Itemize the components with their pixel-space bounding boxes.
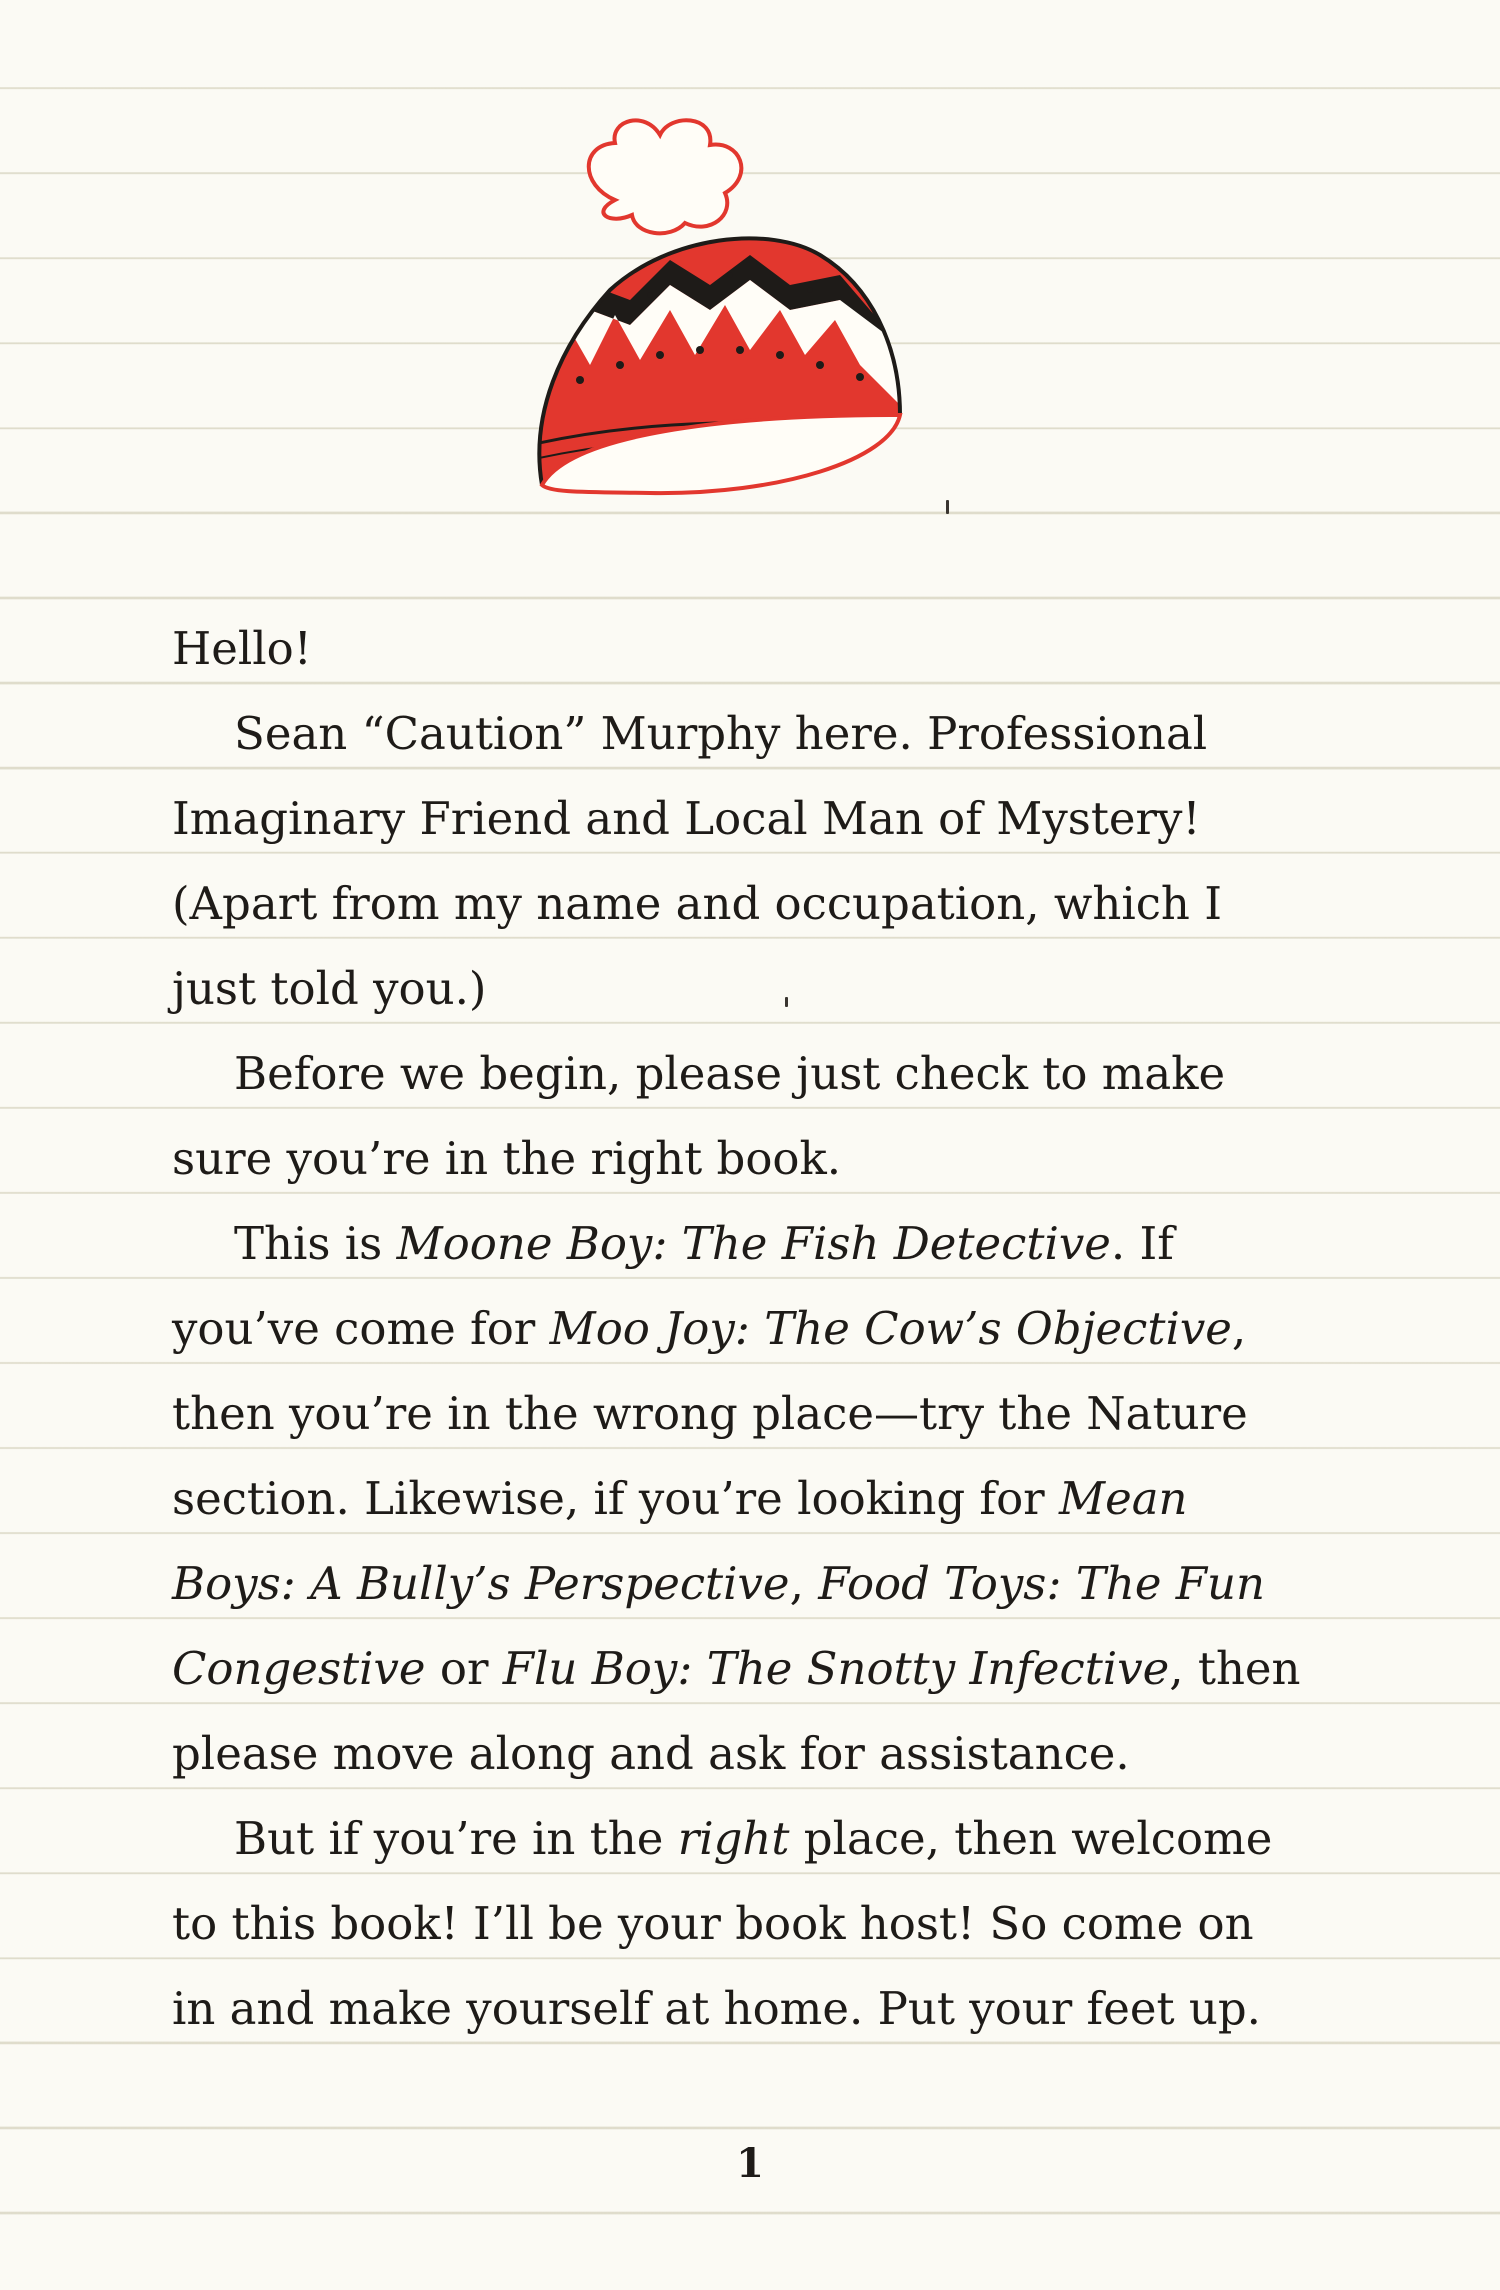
book-title: Boys: A Bully’s Perspective — [172, 1557, 790, 1610]
text-line: Before we begin, please just check to make — [234, 1047, 1226, 1100]
book-title: Moone Boy: The Fish Detective — [396, 1217, 1111, 1270]
emphasis: right — [677, 1812, 790, 1865]
text-line: Congestive or Flu Boy: The Snotty Infective, then — [172, 1642, 1301, 1695]
text-line: This is Moone Boy: The Fish Detective. If — [234, 1217, 1174, 1270]
text-line: But if you’re in the right place, then welcome — [234, 1812, 1273, 1865]
body-text — [172, 606, 1302, 2051]
text-line: then you’re in the wrong place—try the Nature — [172, 1387, 1248, 1440]
book-title: Moo Joy: The Cow’s Objective — [549, 1302, 1232, 1355]
page-number: 1 — [736, 2140, 764, 2187]
text-line: Hello! — [172, 622, 312, 675]
text-line: (Apart from my name and occupation, which I — [172, 877, 1222, 930]
book-title: Food Toys: The Fun — [818, 1557, 1265, 1610]
book-title: Flu Boy: The Snotty Infective — [502, 1642, 1170, 1695]
text-line: in and make yourself at home. Put your feet up. — [172, 1982, 1261, 2035]
text-line: sure you’re in the right book. — [172, 1132, 842, 1185]
ink-speck — [946, 500, 949, 514]
text-line: to this book! I’ll be your book host! So come on — [172, 1897, 1254, 1950]
book-title: Congestive — [172, 1642, 426, 1695]
text-line: you’ve come for Moo Joy: The Cow’s Objective, — [172, 1302, 1247, 1355]
text-line: Sean “Caution” Murphy here. Professional — [234, 707, 1208, 760]
text-line: just told you.) — [172, 962, 487, 1015]
knitted-hat-illustration — [520, 115, 920, 535]
text-line: Imaginary Friend and Local Man of Mystery! — [172, 792, 1201, 845]
text-line: please move along and ask for assistance. — [172, 1727, 1130, 1780]
book-title: Mean — [1059, 1472, 1188, 1525]
text-line: Boys: A Bully’s Perspective, Food Toys: The Fun — [172, 1557, 1265, 1610]
text-line: section. Likewise, if you’re looking for Mean — [172, 1472, 1188, 1525]
pom-pom — [589, 120, 742, 233]
